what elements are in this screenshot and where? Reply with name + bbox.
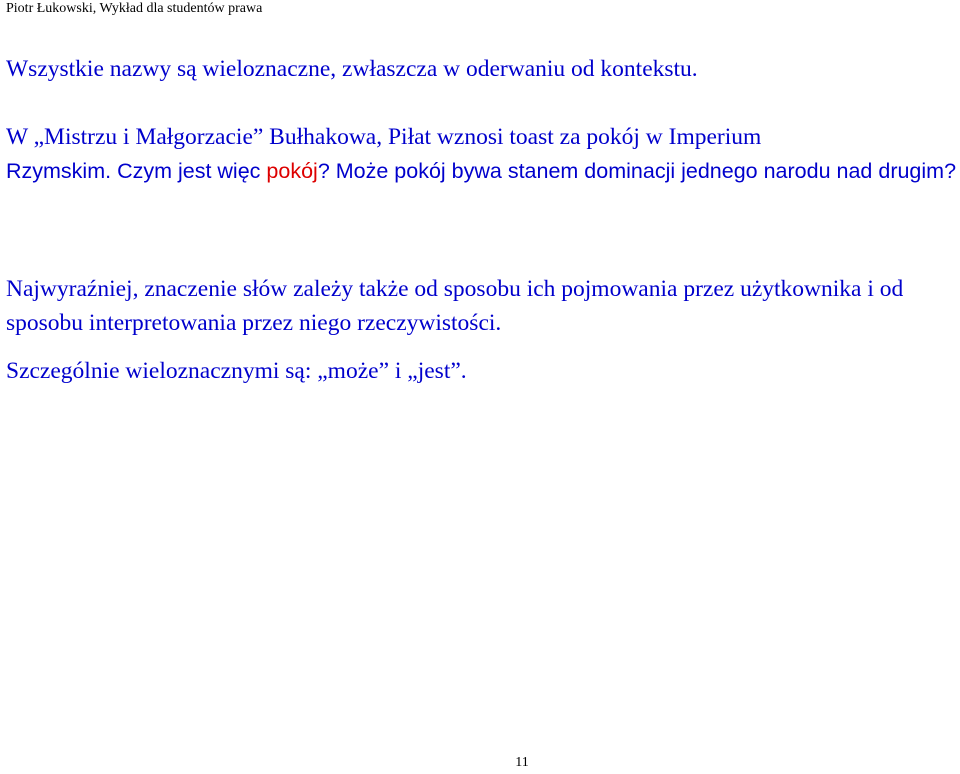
- paragraph-especially-ambiguous: Szczególnie wieloznacznymi są: „może” i „jest”.: [6, 358, 467, 384]
- page-number: 11: [515, 755, 529, 770]
- paragraph-pilate-text-before: Rzymskim. Czym jest więc: [6, 159, 267, 183]
- page-header: Piotr Łukowski, Wykład dla studentów prawa: [6, 1, 263, 16]
- paragraph-pilate-line1: W „Mistrzu i Małgorzacie” Bułhakowa, Piłat wznosi toast za pokój w Imperium: [6, 124, 762, 150]
- highlighted-word-pokoj: pokój: [266, 159, 318, 183]
- paragraph-meaning-depends: Najwyraźniej, znaczenie słów zależy także od sposobu ich pojmowania przez użytkownika i od sposobu interpretowania przez niego rzeczywistości.: [6, 276, 904, 336]
- paragraph-pilate-line2: [6, 159, 956, 183]
- paragraph-ambiguity: Wszystkie nazwy są wieloznaczne, zwłaszcza w oderwaniu od kontekstu.: [6, 56, 698, 82]
- paragraph-pilate-text-after: ? Może pokój bywa stanem dominacji jednego narodu nad drugim?: [317, 159, 957, 183]
- paragraph-pilate-example: [6, 120, 958, 188]
